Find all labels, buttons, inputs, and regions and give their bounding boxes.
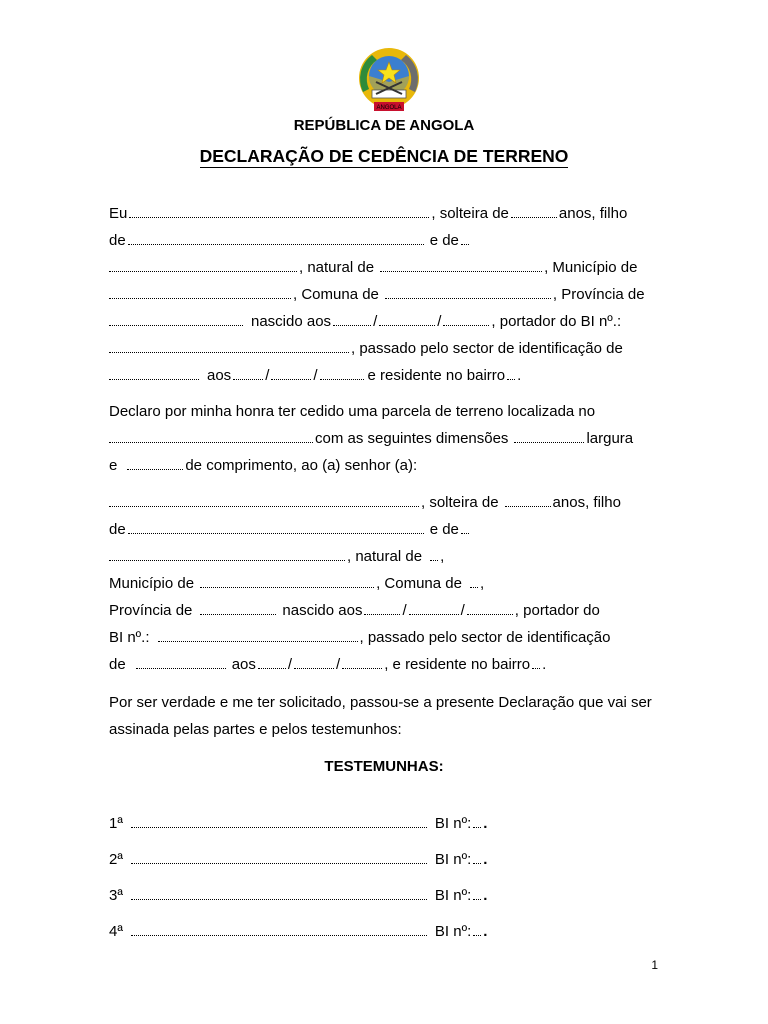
witness-id-blank[interactable] (473, 921, 481, 936)
id-day-blank[interactable] (233, 365, 263, 380)
label-text: , (479, 575, 485, 592)
label-text: , natural de (347, 548, 423, 565)
recipient-id-day-blank[interactable] (258, 654, 286, 669)
label-text: Província de (109, 602, 193, 619)
label-text: nascido aos (282, 602, 363, 619)
full-name-blank[interactable] (129, 203, 429, 218)
birthplace-blank[interactable] (380, 257, 542, 272)
neighborhood-blank[interactable] (507, 365, 515, 380)
age-blank[interactable] (511, 203, 557, 218)
label-text: , e residente no bairro (384, 656, 531, 673)
recipient-id-month-blank[interactable] (294, 654, 334, 669)
label-text: BI nº.: (109, 629, 150, 646)
form-line (109, 423, 657, 447)
closing-paragraph: Por ser verdade e me ter solicitado, passou-se a presente Declaração que vai ser assinada pelas partes e pelos testemunhos: (109, 694, 652, 738)
label-text: / (313, 367, 318, 384)
label-text: / (336, 656, 341, 673)
form-line (109, 279, 657, 303)
label-text: , portador do (514, 602, 600, 619)
label-text: Eu (109, 205, 128, 222)
recipient-birth-day-blank[interactable] (364, 600, 400, 615)
birth-month-blank[interactable] (379, 311, 435, 326)
label-text: com as seguintes dimensões (315, 430, 509, 447)
form-line (109, 306, 657, 330)
blank[interactable] (109, 257, 297, 272)
recipient-neighborhood-blank[interactable] (532, 654, 540, 669)
width-blank[interactable] (514, 428, 584, 443)
label-text: / (460, 602, 465, 619)
label-text: e de (429, 232, 459, 249)
witness-number: 2ª (109, 851, 123, 868)
form-line (109, 487, 657, 511)
label-text: largura (586, 430, 634, 447)
label-text: / (437, 313, 442, 330)
document-title: DECLARAÇÃO DE CEDÊNCIA DE TERRENO (199, 146, 569, 166)
province-blank[interactable] (109, 311, 243, 326)
form-line (109, 595, 657, 619)
label-text: . (542, 656, 547, 673)
recipient-mother-blank[interactable] (461, 519, 469, 534)
label-text: , Comuna de (293, 286, 379, 303)
label-text: e residente no bairro (367, 367, 506, 384)
label-text: e de (429, 521, 459, 538)
form-line (109, 225, 657, 249)
recipient-name-blank[interactable] (109, 492, 419, 507)
witness-id-blank[interactable] (473, 849, 481, 864)
father-name-blank[interactable] (128, 230, 424, 245)
form-line (109, 396, 657, 420)
birth-year-blank[interactable] (443, 311, 489, 326)
witness-number: 3ª (109, 887, 123, 904)
form-line (109, 252, 657, 276)
witness-number: 4ª (109, 923, 123, 940)
terrain-location-blank[interactable] (109, 428, 313, 443)
id-year-blank[interactable] (320, 365, 364, 380)
recipient-birth-month-blank[interactable] (409, 600, 459, 615)
witness-name-blank[interactable] (131, 849, 427, 864)
label-text: BI nº: (434, 851, 472, 868)
form-line (109, 649, 657, 673)
label-text: aos (207, 367, 232, 384)
id-location-blank[interactable] (109, 365, 199, 380)
label-text: , Município de (544, 259, 638, 276)
witness-row: 1ª BI nº: . (109, 815, 488, 832)
svg-text:ANGOLA: ANGOLA (376, 105, 402, 111)
country-name: REPÚBLICA DE ANGOLA (293, 117, 475, 134)
witness-number: 1ª (109, 815, 123, 832)
page-number: 1 (651, 958, 658, 972)
recipient-birth-year-blank[interactable] (467, 600, 513, 615)
form-line (109, 198, 657, 222)
recipient-id-location-blank[interactable] (136, 654, 226, 669)
form-line (109, 450, 657, 474)
recipient-commune-blank[interactable] (470, 573, 478, 588)
label-text: , passado pelo sector de identificação de (351, 340, 623, 357)
label-text: de (109, 232, 126, 249)
form-line (109, 568, 657, 592)
label-text: e (109, 457, 118, 474)
label-text: , solteira de (431, 205, 509, 222)
witness-id-blank[interactable] (473, 813, 481, 828)
mother-name-blank[interactable] (461, 230, 469, 245)
label-text: , (440, 548, 445, 565)
witness-row: 2ª BI nº: . (109, 851, 488, 868)
label-text: anos, filho (558, 205, 628, 222)
label-text: de comprimento, ao (a) senhor (a): (185, 457, 418, 474)
birth-day-blank[interactable] (333, 311, 371, 326)
recipient-father-blank[interactable] (128, 519, 424, 534)
id-number-blank[interactable] (109, 338, 349, 353)
commune-blank[interactable] (385, 284, 551, 299)
label-text: BI nº: (434, 887, 472, 904)
label-text: de (109, 656, 126, 673)
recipient-municipality-blank[interactable] (200, 573, 374, 588)
blank[interactable] (109, 546, 345, 561)
label-text: BI nº: (434, 815, 472, 832)
declaration-text: Declaro por minha honra ter cedido uma parcela de terreno localizada no (109, 403, 596, 420)
label-text: , natural de (299, 259, 375, 276)
witness-name-blank[interactable] (131, 921, 427, 936)
label-text: , passado pelo sector de identificação (359, 629, 611, 646)
label-text: , Comuna de (376, 575, 462, 592)
witness-row: 4ª BI nº: . (109, 923, 488, 940)
form-line (109, 333, 657, 357)
form-line (109, 622, 657, 646)
form-line (109, 514, 657, 538)
label-text: de (109, 521, 126, 538)
label-text: , solteira de (421, 494, 499, 511)
id-month-blank[interactable] (271, 365, 311, 380)
form-line (109, 360, 657, 384)
label-text: nascido aos (251, 313, 332, 330)
witnesses-heading: TESTEMUNHAS: (324, 758, 444, 775)
label-text: / (373, 313, 378, 330)
recipient-id-blank[interactable] (158, 627, 358, 642)
length-blank[interactable] (127, 455, 183, 470)
form-line (109, 541, 657, 565)
label-text: / (287, 656, 293, 673)
municipality-blank[interactable] (109, 284, 291, 299)
label-text: , portador do BI nº.: (491, 313, 622, 330)
recipient-birthplace-blank[interactable] (430, 546, 438, 561)
witness-id-blank[interactable] (473, 885, 481, 900)
label-text: / (402, 602, 407, 619)
label-text: . (517, 367, 522, 384)
label-text: / (265, 367, 270, 384)
witness-name-blank[interactable] (131, 885, 427, 900)
label-text: , Província de (552, 286, 645, 303)
recipient-province-blank[interactable] (200, 600, 276, 615)
angola-coat-of-arms-emblem (350, 46, 428, 118)
label-text: Município de (109, 575, 195, 592)
label-text: aos (231, 656, 256, 673)
witness-row: 3ª BI nº: . (109, 887, 488, 904)
recipient-age-blank[interactable] (505, 492, 551, 507)
witness-name-blank[interactable] (131, 813, 427, 828)
label-text: anos, filho (552, 494, 621, 511)
label-text: BI nº: (434, 923, 472, 940)
recipient-id-year-blank[interactable] (342, 654, 382, 669)
